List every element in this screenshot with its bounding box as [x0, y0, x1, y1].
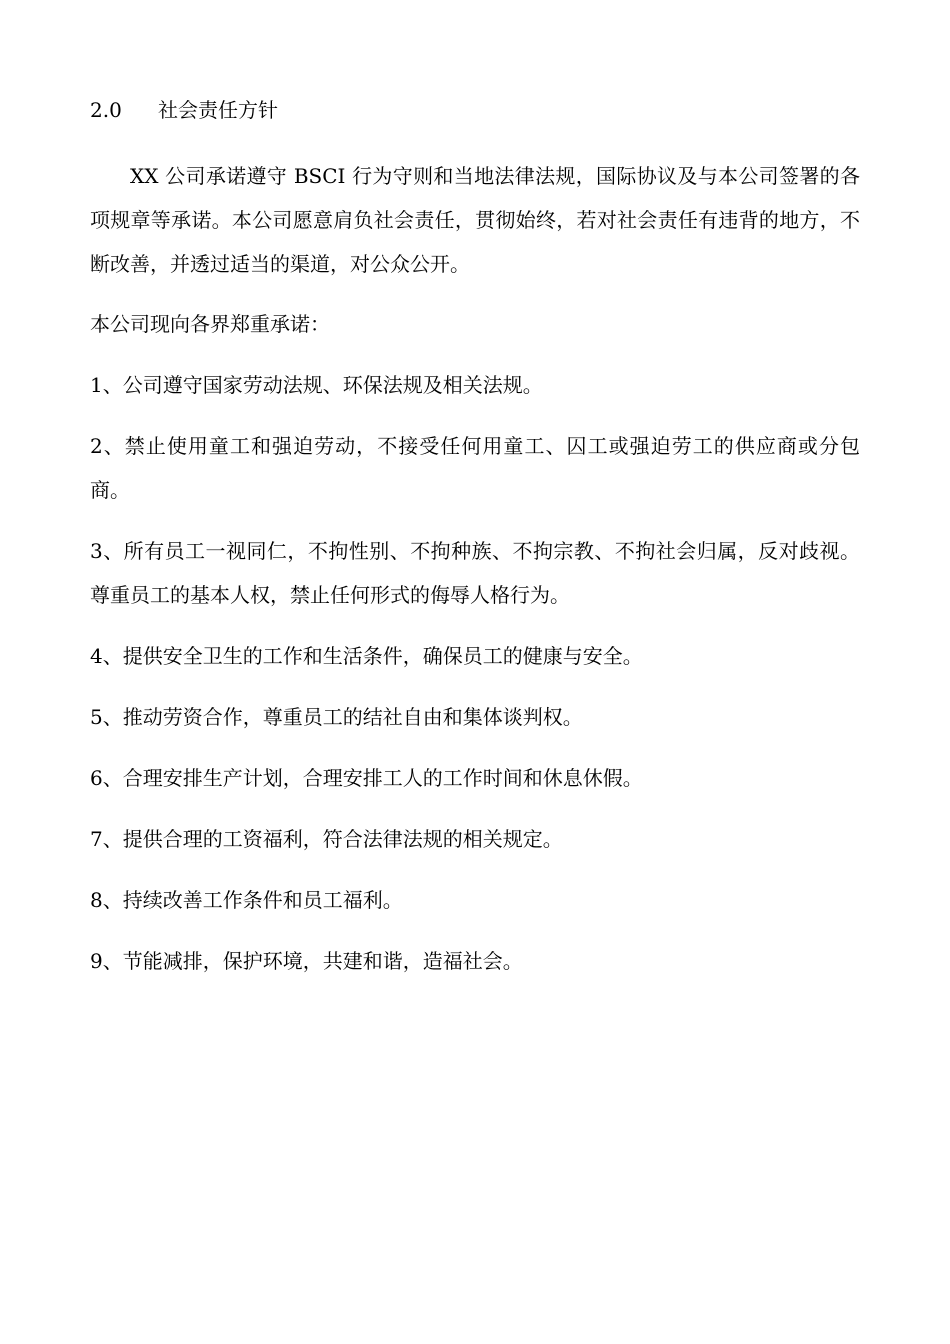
commitment-item: 9、节能减排，保护环境，共建和谐，造福社会。 [90, 949, 523, 973]
commitment-item: 6、合理安排生产计划，合理安排工人的工作时间和休息休假。 [90, 766, 643, 790]
intro-paragraph: XX 公司承诺遵守 BSCI 行为守则和当地法律法规，国际协议及与本公司签署的各项规章等承诺。本公司愿意肩负社会责任，贯彻始终，若对社会责任有违背的地方，不断改善，并透过适当的渠道，对公众公开。 [90, 164, 860, 276]
commitment-lead: 本公司现向各界郑重承诺： [90, 312, 330, 336]
commitment-item: 8、持续改善工作条件和员工福利。 [90, 888, 403, 912]
commitment-item: 5、推动劳资合作，尊重员工的结社自由和集体谈判权。 [90, 705, 583, 729]
section-heading [90, 94, 860, 126]
commitment-item: 7、提供合理的工资福利，符合法律法规的相关规定。 [90, 827, 563, 851]
document-content [90, 94, 860, 983]
commitment-item: 2、禁止使用童工和强迫劳动，不接受任何用童工、囚工或强迫劳工的供应商或分包商。 [90, 434, 860, 502]
commitment-list [90, 363, 860, 983]
commitment-item: 1、公司遵守国家劳动法规、环保法规及相关法规。 [90, 373, 543, 397]
commitment-item: 3、所有员工一视同仁，不拘性别、不拘种族、不拘宗教、不拘社会归属，反对歧视。尊重员工的基本人权，禁止任何形式的侮辱人格行为。 [90, 539, 860, 607]
commitment-item: 4、提供安全卫生的工作和生活条件，确保员工的健康与安全。 [90, 644, 643, 668]
section-number: 2.0 [90, 98, 122, 122]
section-title: 社会责任方针 [158, 98, 278, 122]
